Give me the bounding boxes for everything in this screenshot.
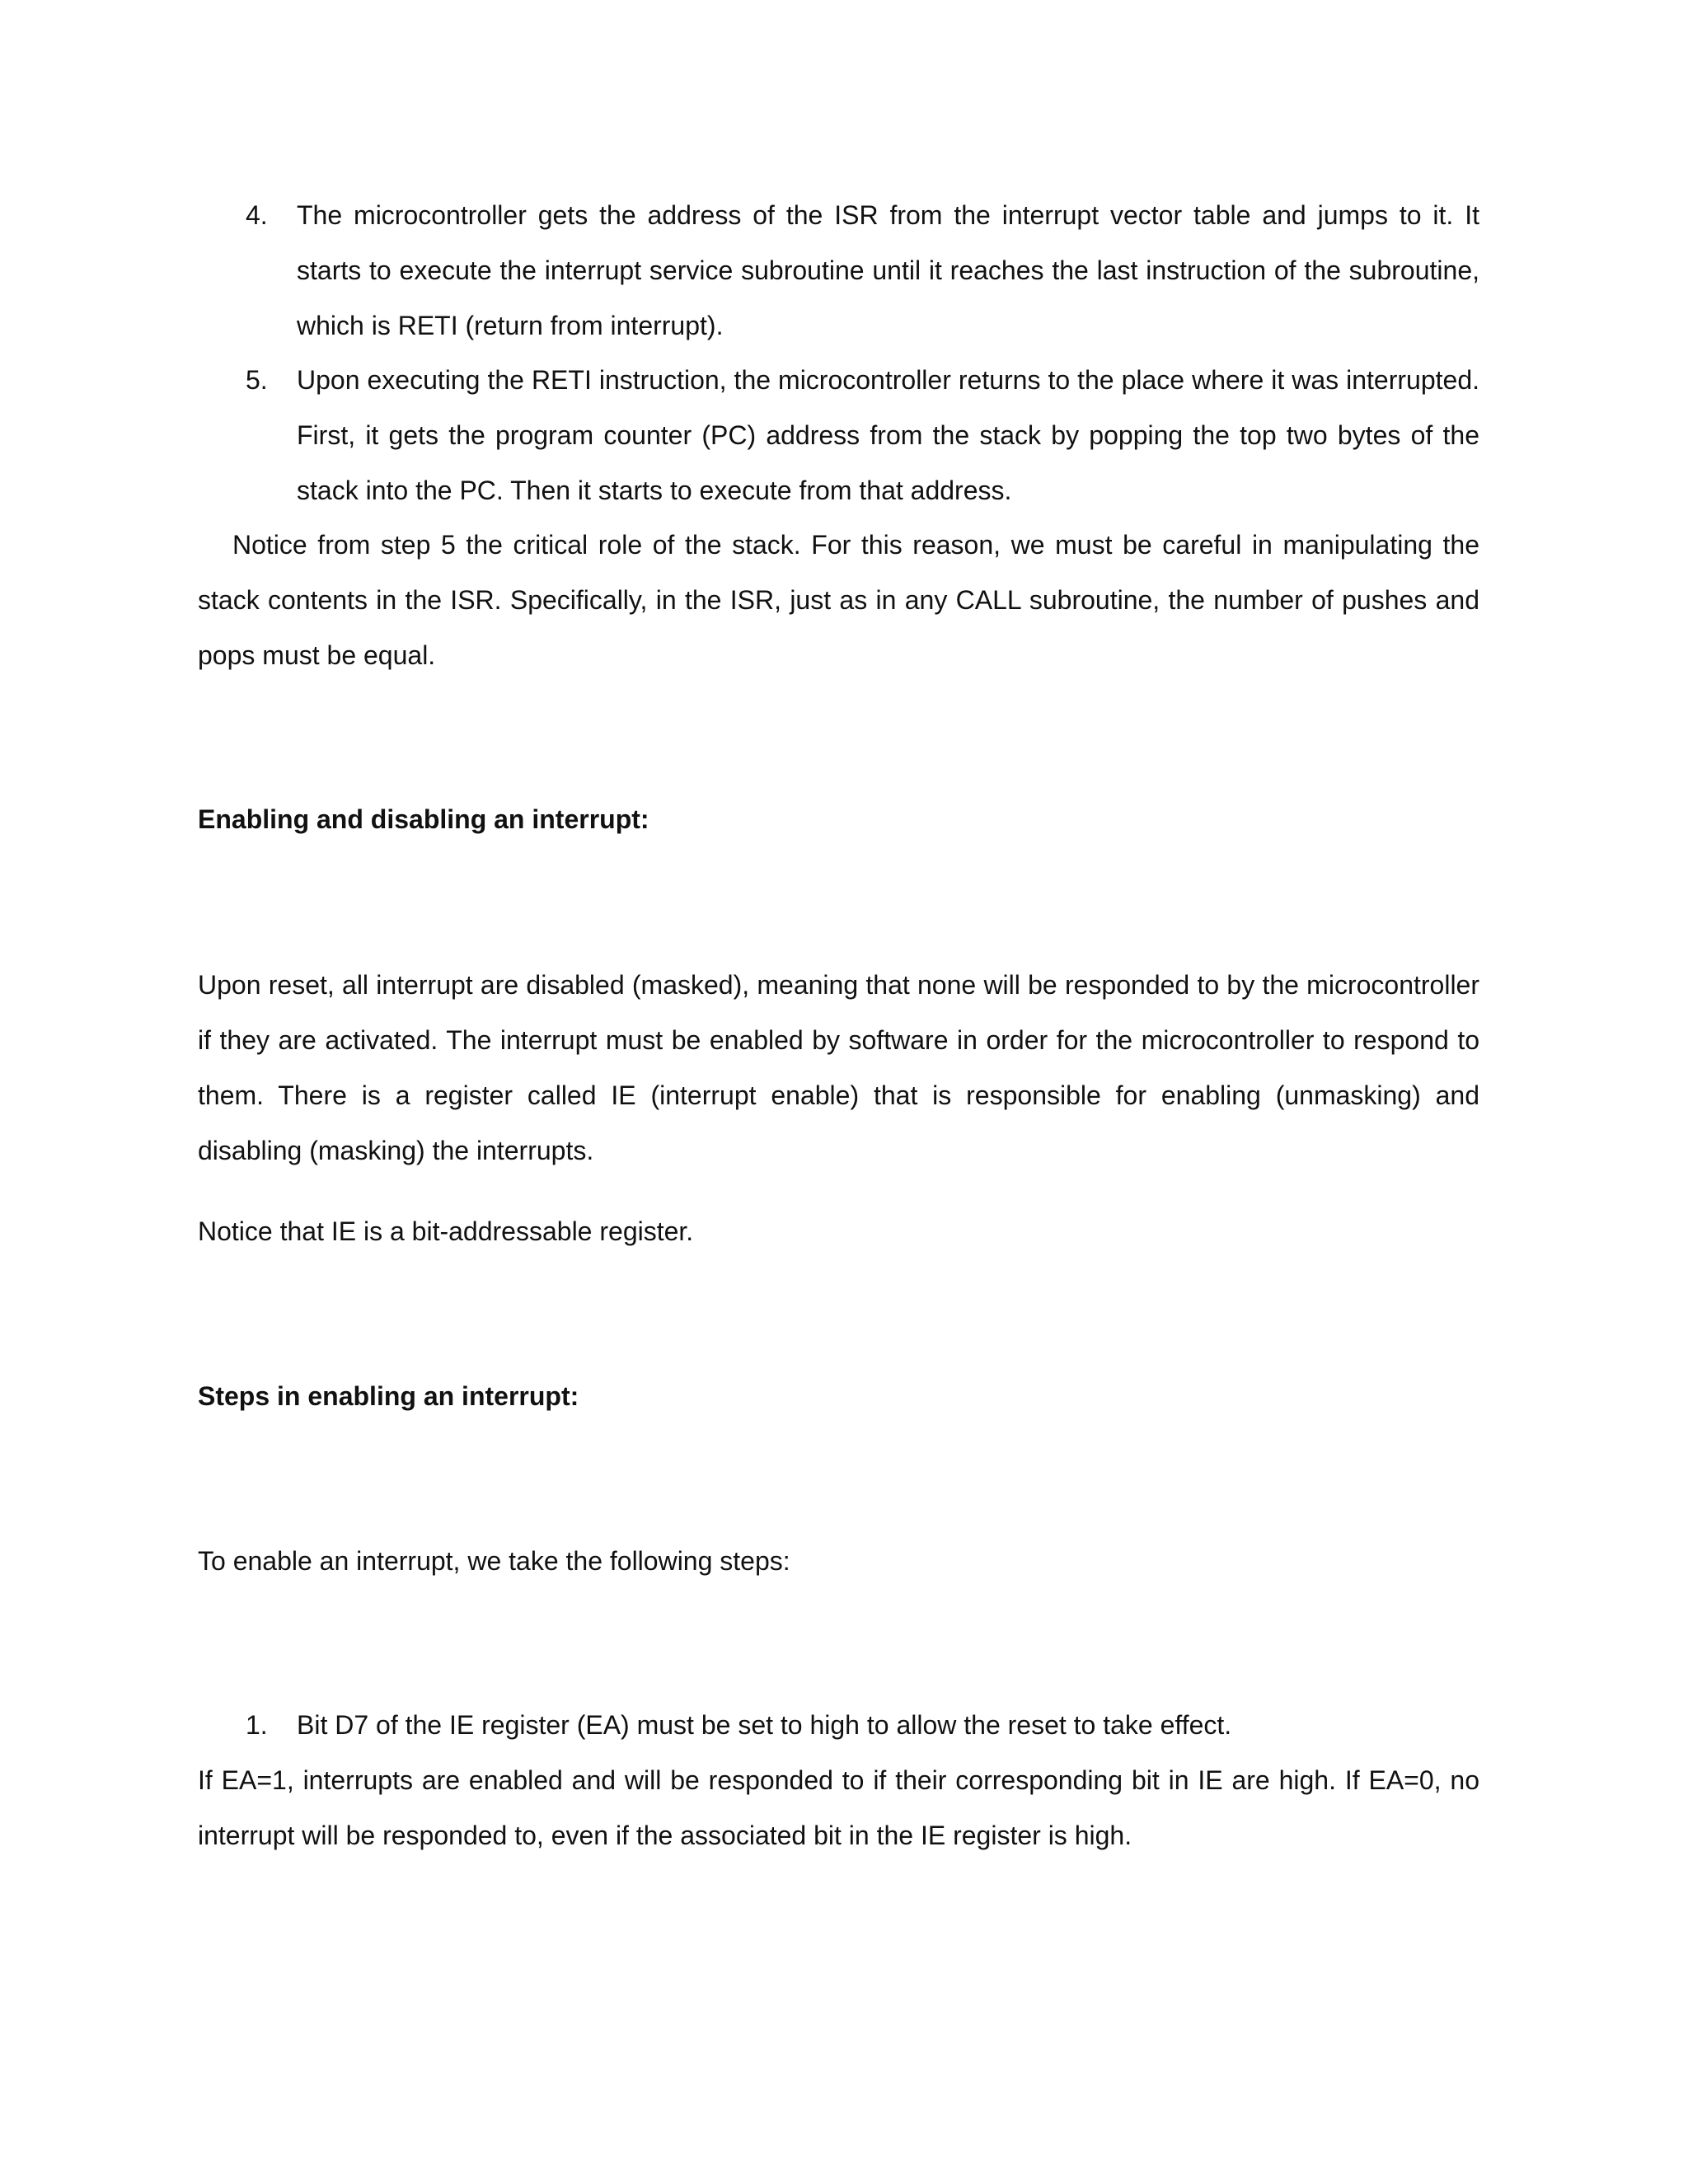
list-item-step-4	[198, 188, 1479, 354]
list-text: Bit D7 of the IE register (EA) must be set to high to allow the reset to take effect.	[297, 1710, 1232, 1740]
list-text: Upon executing the RETI instruction, the microcontroller returns to the place where it was interrupted. First, it gets the program counter (PC) address from the stack by popping the top two bytes of the stack into the PC. Then it starts to execute from that address.	[297, 365, 1479, 505]
paragraph-reset: Upon reset, all interrupt are disabled (masked), meaning that none will be responded to by the microcontroller if they are activated. The interrupt must be enabled by software in order for the microcontroller to respond to them. There is a register called IE (interrupt enable) that is responsible for enabling (unmasking) and disabling (masking) the interrupts.	[198, 970, 1479, 1165]
paragraph-bit-addressable: Notice that IE is a bit-addressable register.	[198, 1216, 694, 1246]
heading-steps-enabling: Steps in enabling an interrupt:	[198, 1381, 579, 1411]
paragraph-stack-notice: Notice from step 5 the critical role of the stack. For this reason, we must be careful in manipulating the stack contents in the ISR. Specifically, in the ISR, just as in any CALL subroutine, the number of pushes and pops must be equal.	[198, 530, 1479, 670]
list-item-step-5	[198, 353, 1479, 518]
heading-enabling-disabling: Enabling and disabling an interrupt:	[198, 804, 649, 834]
list-number: 1.	[246, 1710, 268, 1740]
list-item-step-1	[198, 1698, 1479, 1753]
list-number: 4.	[246, 200, 268, 230]
list-text: The microcontroller gets the address of the ISR from the interrupt vector table and jumps to it. It starts to execute the interrupt service subroutine until it reaches the last instruction of the subroutine, which is RETI (return from interrupt).	[297, 200, 1479, 340]
list-number: 5.	[246, 365, 268, 395]
paragraph-steps-intro: To enable an interrupt, we take the following steps:	[198, 1546, 790, 1576]
paragraph-ea: If EA=1, interrupts are enabled and will be responded to if their corresponding bit in IE are high. If EA=0, no interrupt will be responded to, even if the associated bit in the IE register is high.	[198, 1765, 1479, 1850]
